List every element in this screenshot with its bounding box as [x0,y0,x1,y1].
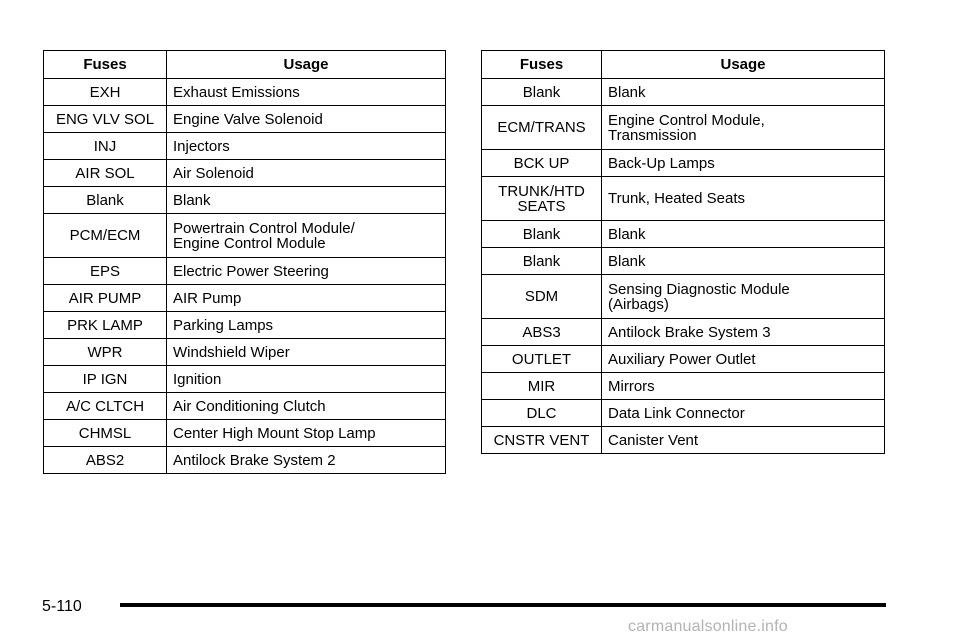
table-row [482,373,885,400]
usage-cell: Windshield Wiper [167,339,446,366]
fuse-cell: CNSTR VENT [482,427,602,454]
fuse-table-right [481,50,885,454]
fuse-cell: A/C CLTCH [44,393,167,420]
usage-cell: Injectors [167,133,446,160]
fuse-table-left [43,50,446,474]
usage-cell: Powertrain Control Module/ Engine Control Module [167,214,446,258]
usage-cell: Engine Control Module, Transmission [602,106,885,150]
table-row [482,275,885,319]
usage-cell: Blank [602,248,885,275]
usage-cell: Exhaust Emissions [167,79,446,106]
usage-cell: Parking Lamps [167,312,446,339]
fuse-cell: PRK LAMP [44,312,167,339]
fuse-cell: MIR [482,373,602,400]
watermark-text: carmanualsonline.info [628,618,788,635]
fuse-cell: AIR SOL [44,160,167,187]
table-row [44,339,446,366]
usage-cell: Sensing Diagnostic Module (Airbags) [602,275,885,319]
fuse-cell: EXH [44,79,167,106]
usage-cell: Air Solenoid [167,160,446,187]
table-row [482,400,885,427]
fuse-cell: DLC [482,400,602,427]
fuse-cell: ECM/TRANS [482,106,602,150]
table-row [482,248,885,275]
table-row [44,160,446,187]
table-row [44,312,446,339]
table-row [482,427,885,454]
fuse-cell: Blank [482,79,602,106]
usage-cell: Canister Vent [602,427,885,454]
table-row [482,106,885,150]
table-row [44,366,446,393]
table-row [44,420,446,447]
fuse-cell: WPR [44,339,167,366]
table-row [44,106,446,133]
fuse-cell: CHMSL [44,420,167,447]
usage-cell: Mirrors [602,373,885,400]
usage-cell: Blank [602,79,885,106]
table-row [44,393,446,420]
column-header-usage: Usage [602,51,885,79]
usage-cell: Trunk, Heated Seats [602,177,885,221]
usage-cell: Auxiliary Power Outlet [602,346,885,373]
fuse-cell: ENG VLV SOL [44,106,167,133]
fuse-cell: EPS [44,258,167,285]
fuse-cell: OUTLET [482,346,602,373]
usage-cell: Ignition [167,366,446,393]
fuse-cell: BCK UP [482,150,602,177]
usage-cell: Electric Power Steering [167,258,446,285]
fuse-cell: TRUNK/HTD SEATS [482,177,602,221]
usage-cell: AIR Pump [167,285,446,312]
table-row [482,319,885,346]
table-row [482,150,885,177]
fuse-cell: ABS2 [44,447,167,474]
usage-cell: Antilock Brake System 3 [602,319,885,346]
table-row [44,187,446,214]
fuse-cell: Blank [44,187,167,214]
table-row [44,285,446,312]
fuse-cell: AIR PUMP [44,285,167,312]
usage-cell: Antilock Brake System 2 [167,447,446,474]
usage-cell: Data Link Connector [602,400,885,427]
header-row [44,51,446,79]
table-body [482,79,885,454]
usage-cell: Air Conditioning Clutch [167,393,446,420]
table-row [44,133,446,160]
table-row [482,346,885,373]
table-row [482,221,885,248]
page-number: 5-110 [42,598,82,615]
column-header-fuses: Fuses [44,51,167,79]
usage-cell: Engine Valve Solenoid [167,106,446,133]
table-row [482,177,885,221]
table-row [44,214,446,258]
header-row [482,51,885,79]
table-row [44,79,446,106]
usage-cell: Back-Up Lamps [602,150,885,177]
table-row [44,258,446,285]
fuse-cell: Blank [482,248,602,275]
fuse-cell: Blank [482,221,602,248]
usage-cell: Blank [167,187,446,214]
column-header-usage: Usage [167,51,446,79]
table-row [44,447,446,474]
fuse-cell: IP IGN [44,366,167,393]
fuse-cell: SDM [482,275,602,319]
usage-cell: Center High Mount Stop Lamp [167,420,446,447]
table-body [44,79,446,474]
column-header-fuses: Fuses [482,51,602,79]
footer-rule [120,603,886,607]
table-row [482,79,885,106]
fuse-cell: PCM/ECM [44,214,167,258]
usage-cell: Blank [602,221,885,248]
fuse-cell: INJ [44,133,167,160]
fuse-cell: ABS3 [482,319,602,346]
